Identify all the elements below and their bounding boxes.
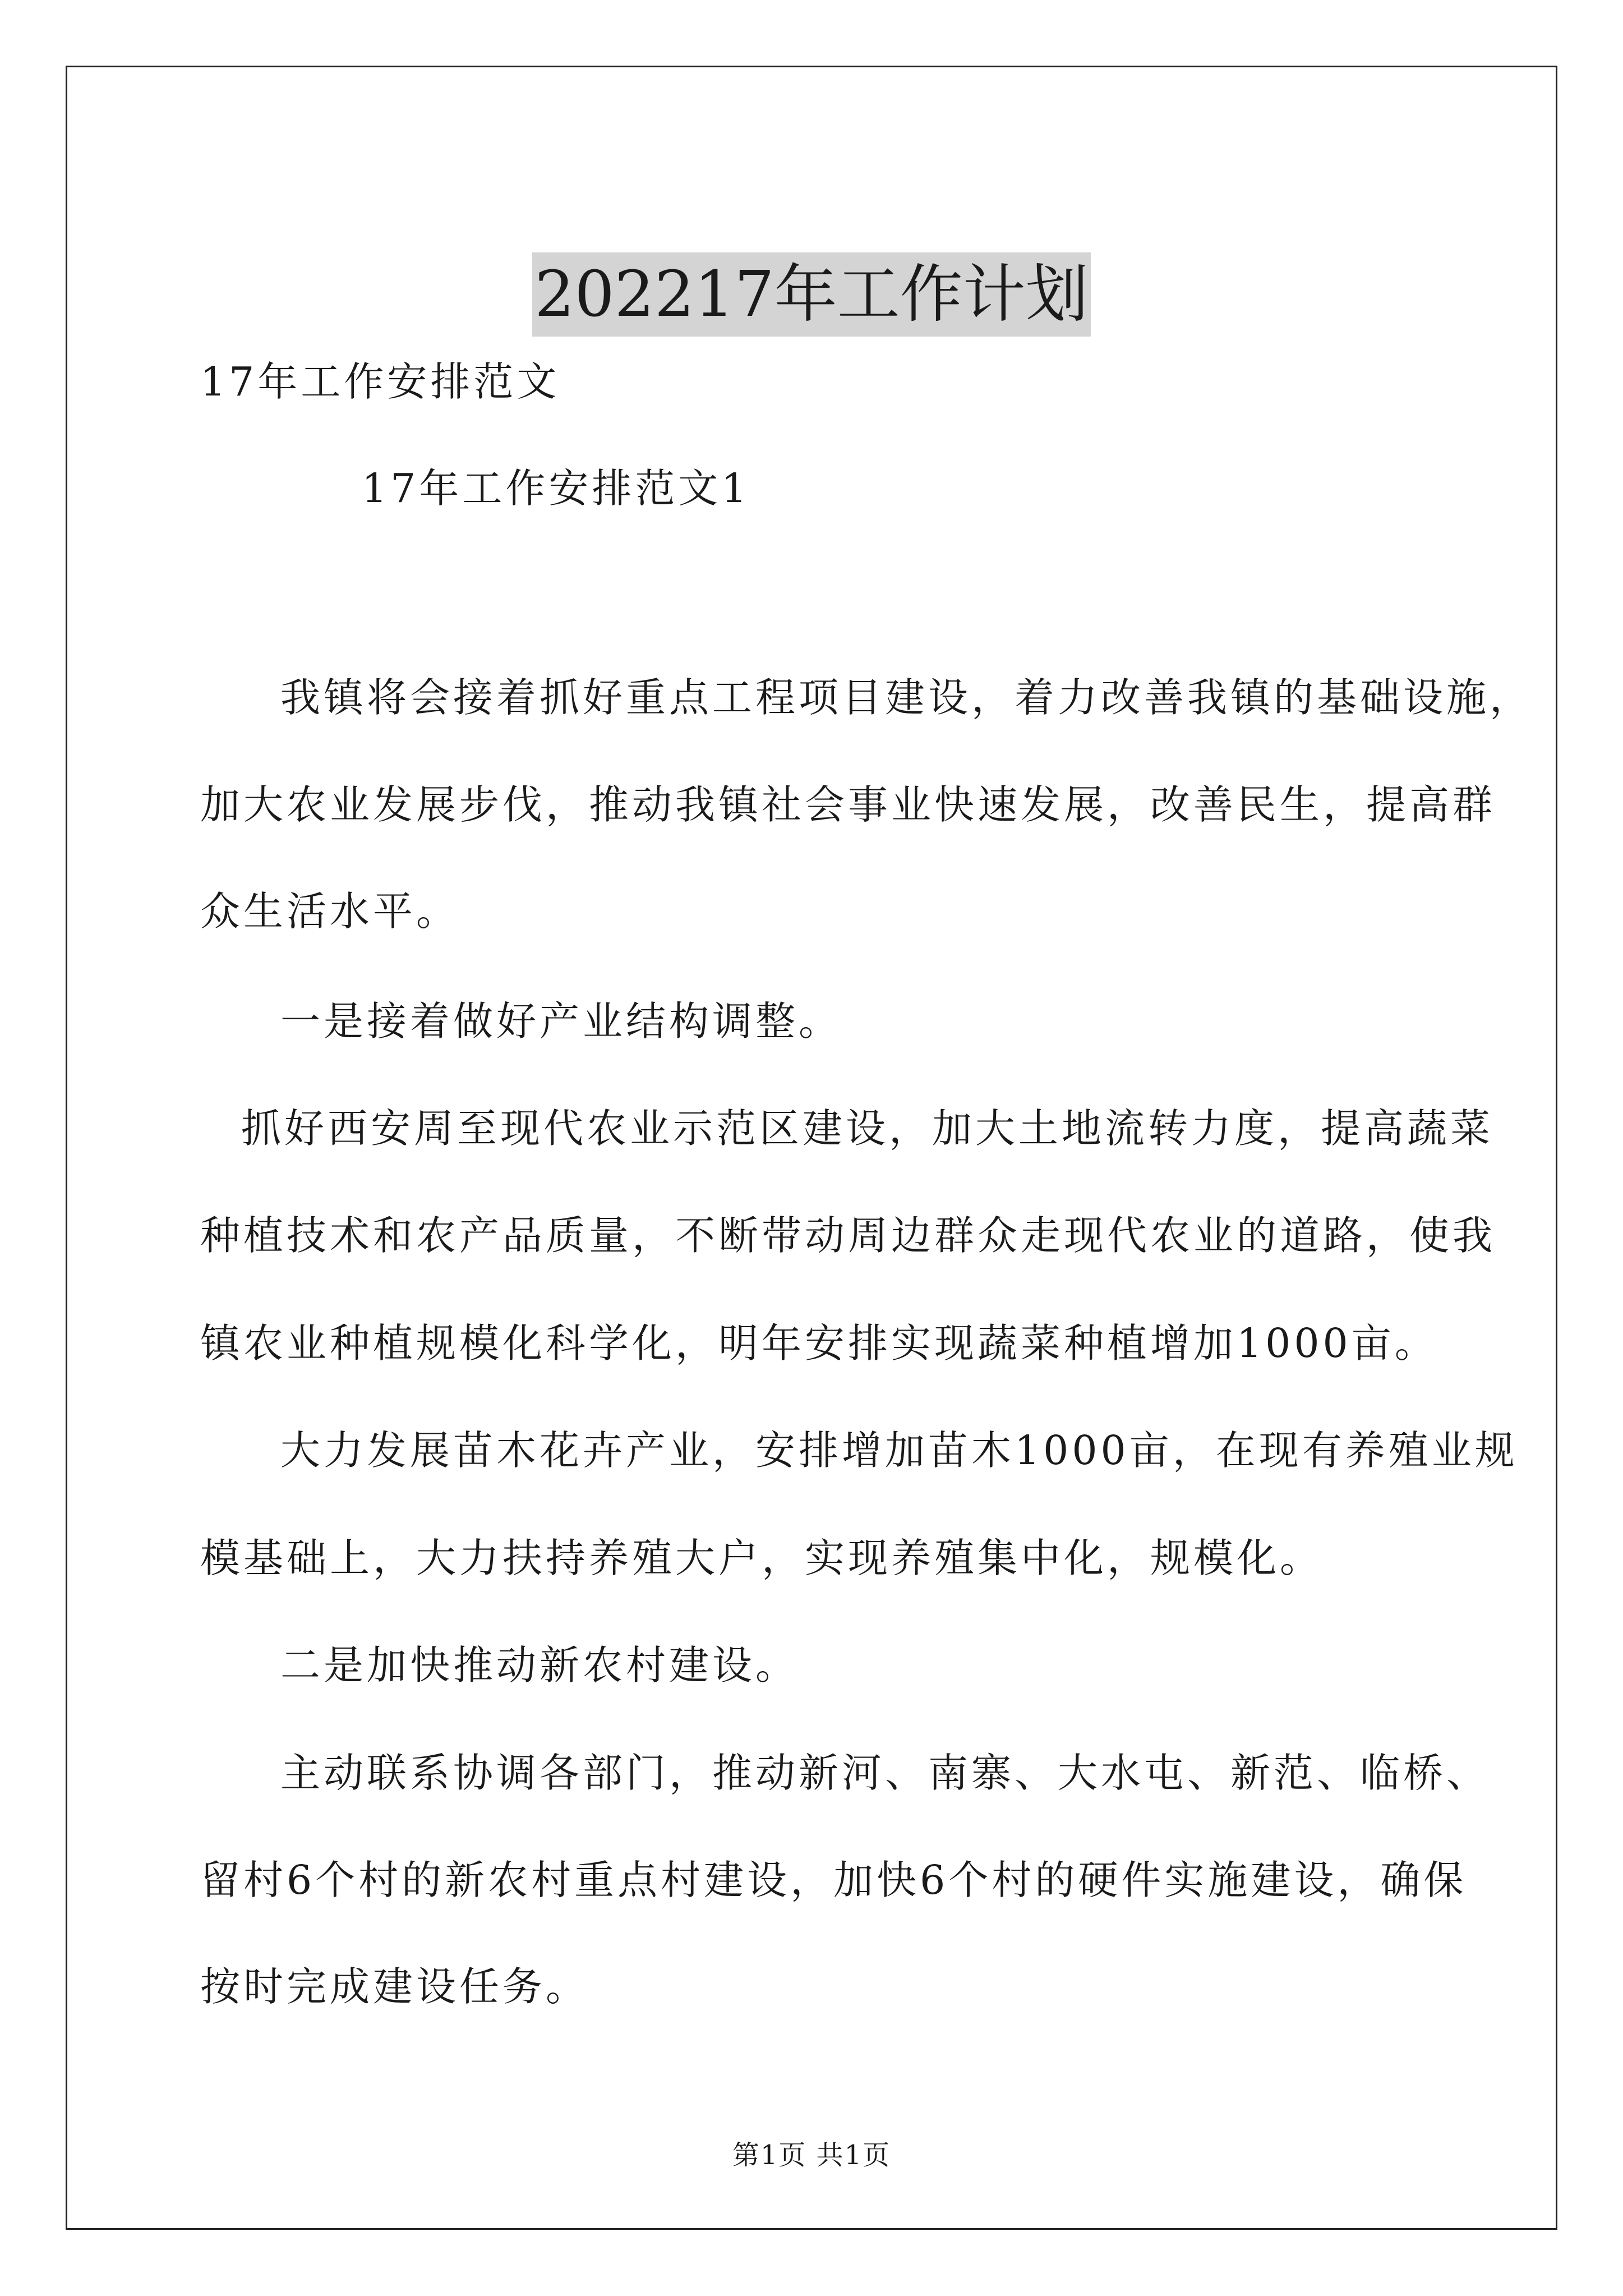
paragraph-line: 按时完成建设任务。: [200, 1963, 589, 2010]
document-subtitle: 17年工作安排范文: [200, 358, 560, 405]
document-title-text: 202217年工作计划: [532, 252, 1091, 337]
page-number-footer: 第1页 共1页: [732, 2139, 891, 2171]
paragraph-line: 镇农业种植规模化科学化，明年安排实现蔬菜种植增加1000亩。: [200, 1320, 1438, 1366]
paragraph-line: 主动联系协调各部门，推动新河、南寨、大水屯、新范、临桥、: [280, 1750, 1490, 1796]
paragraph-line: 模基础上，大力扶持养殖大户，实现养殖集中化，规模化。: [200, 1535, 1324, 1581]
paragraph-line: 种植技术和农产品质量，不断带动周边群众走现代农业的道路，使我: [200, 1212, 1496, 1259]
paragraph-line: 众生活水平。: [200, 888, 460, 935]
paragraph-line: 大力发展苗木花卉产业，安排增加苗木1000亩，在现有养殖业规: [280, 1427, 1518, 1474]
section-heading: 17年工作安排范文1: [362, 465, 750, 512]
paragraph-line: 一是接着做好产业结构调整。: [280, 998, 842, 1045]
paragraph-line: 二是加快推动新农村建设。: [280, 1642, 799, 1688]
paragraph-line: 抓好西安周至现代农业示范区建设，加大土地流转力度，提高蔬菜: [241, 1105, 1494, 1152]
paragraph-line: 我镇将会接着抓好重点工程项目建设，着力改善我镇的基础设施，: [280, 674, 1533, 721]
document-title: [0, 252, 1623, 337]
paragraph-line: 加大农业发展步伐，推动我镇社会事业快速发展，改善民生，提高群: [200, 781, 1496, 828]
paragraph-line: 留村6个村的新农村重点村建设，加快6个村的硬件实施建设，确保: [200, 1857, 1467, 1903]
